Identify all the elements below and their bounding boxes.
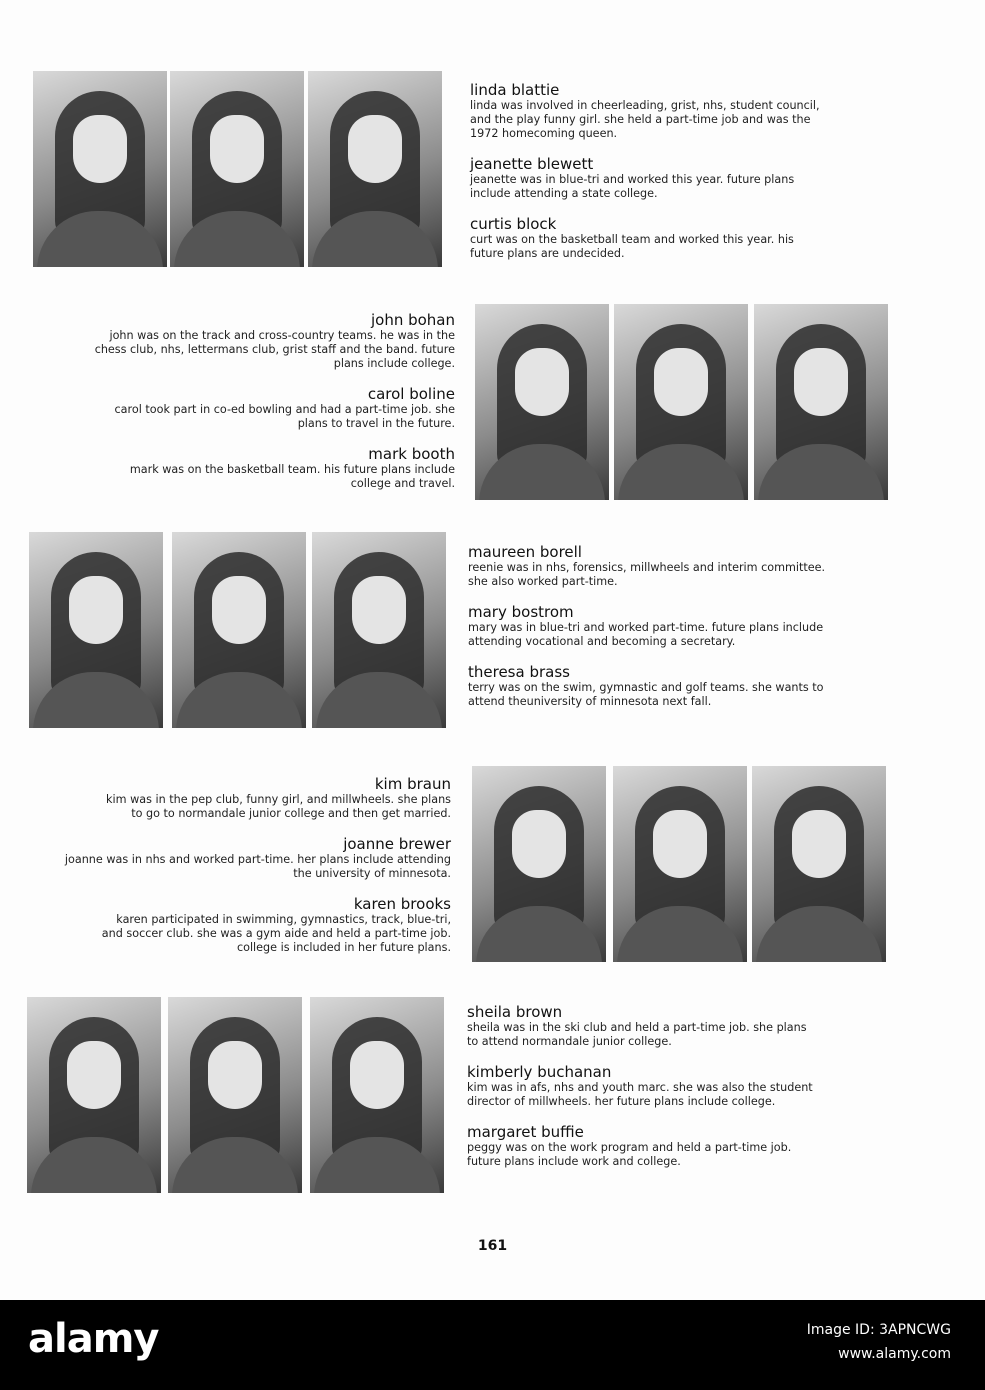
student-description: linda was involved in cheerleading, grist, nhs, student council, and the play funny girl. she held a part-time job and was the 1972 homecoming queen. [470,99,820,140]
portrait-photo [172,532,306,728]
portrait-photo [33,71,167,267]
portrait-photo [752,766,886,962]
student-entry [65,836,451,881]
brand-logo: alamy [28,1316,159,1362]
student-entry [467,1004,807,1049]
student-description: peggy was on the work program and held a part-time job. future plans include work and college. [467,1141,792,1168]
student-name: theresa brass [468,663,570,681]
student-entry [468,604,823,649]
student-description: sheila was in the ski club and held a part-time job. she plans to attend normandale junior college. [467,1021,807,1048]
student-name: sheila brown [467,1003,563,1021]
student-entry [95,312,455,371]
student-name: kimberly buchanan [467,1063,612,1081]
student-name: karen brooks [353,895,451,913]
student-description: curt was on the basketball team and worked this year. his future plans are undecided. [470,233,794,260]
student-description: jeanette was in blue-tri and worked this year. future plans include attending a state college. [470,173,795,200]
student-name: kim braun [374,775,451,793]
student-name: joanne brewer [343,835,451,853]
portrait-photo [170,71,304,267]
student-description: karen participated in swimming, gymnastics, track, blue-tri, and soccer club. she was a gym aide and held a part-time job. college is included in her future plans. [101,913,451,954]
student-name: jeanette blewett [470,155,594,173]
student-name: curtis block [470,215,557,233]
portrait-photo [472,766,606,962]
student-description: joanne was in nhs and worked part-time. her plans include attending the university of minnesota. [64,853,451,880]
student-name: linda blattie [470,81,560,99]
portrait-photo [312,532,446,728]
portrait-photo [29,532,163,728]
student-entry [115,386,455,431]
student-description: reenie was in nhs, forensics, millwheels and interim committee. she also worked part-time. [468,561,826,588]
student-description: kim was in afs, nhs and youth marc. she was also the student director of millwheels. her future plans include college. [467,1081,813,1108]
student-entry [470,82,820,141]
student-name: margaret buffie [467,1123,584,1141]
student-name: john bohan [370,311,455,329]
page-number: 161 [477,1238,508,1254]
portrait-photo [754,304,888,500]
student-entry [470,216,794,261]
student-entry [130,446,455,491]
student-entry [470,156,794,201]
student-description: carol took part in co-ed bowling and had a part-time job. she plans to travel in the future. [114,403,455,430]
student-entry [467,1124,791,1169]
student-name: carol boline [367,385,455,403]
student-name: mary bostrom [468,603,574,621]
student-entry [468,664,824,709]
student-description: kim was in the pep club, funny girl, and millwheels. she plans to go to normandale junior college and then get married. [106,793,451,820]
student-description: terry was on the swim, gymnastic and golf teams. she wants to attend theuniversity of minnesota next fall. [468,681,824,708]
student-entry [468,544,825,589]
image-id-label: Image ID: 3APNCWG [806,1322,951,1338]
student-name: maureen borell [468,543,582,561]
portrait-photo [614,304,748,500]
portrait-photo [308,71,442,267]
student-entry [102,896,451,955]
portrait-photo [310,997,444,1193]
portrait-photo [613,766,747,962]
student-entry [467,1064,813,1109]
student-entry [106,776,451,821]
portrait-photo [27,997,161,1193]
student-name: mark booth [368,445,455,463]
student-description: john was on the track and cross-country teams. he was in the chess club, nhs, lettermans club, grist staff and the band. future plans include college. [94,329,455,370]
site-url: www.alamy.com [838,1346,951,1362]
portrait-photo [168,997,302,1193]
portrait-photo [475,304,609,500]
student-description: mary was in blue-tri and worked part-time. future plans include attending vocational and becoming a secretary. [468,621,824,648]
student-description: mark was on the basketball team. his future plans include college and travel. [129,463,455,490]
